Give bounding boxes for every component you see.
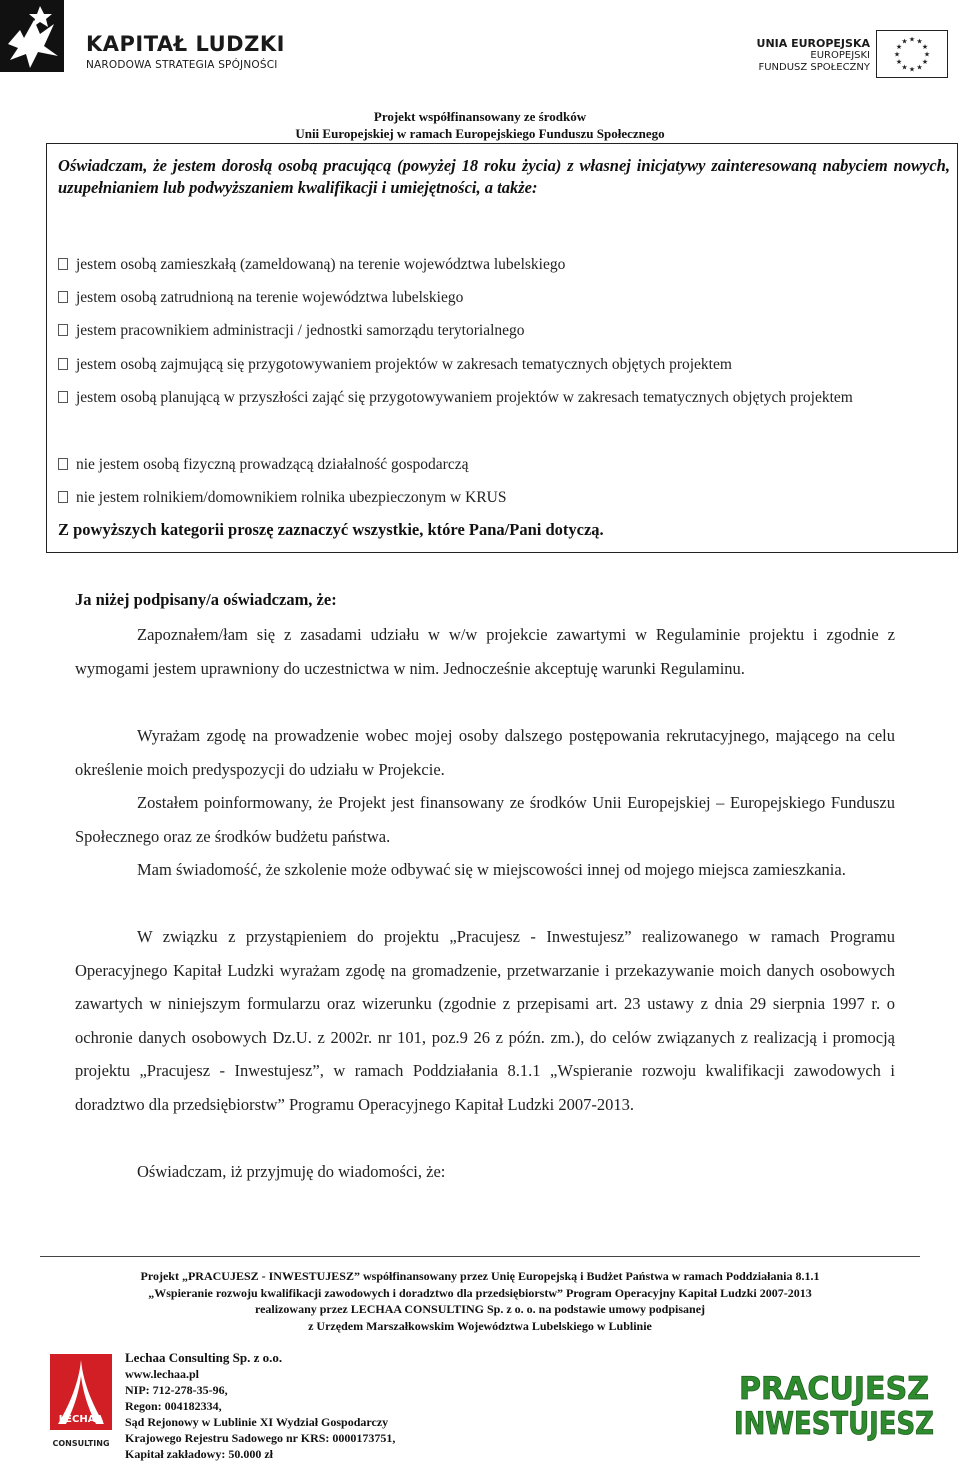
company-krs: Krajowego Rejestru Sadowego nr KRS: 0000173751,	[125, 1431, 396, 1445]
eligibility-option[interactable]	[58, 281, 950, 314]
option-label: nie jestem rolnikiem/domownikiem rolnika ubezpieczonym w KRUS	[76, 489, 507, 506]
declaration-paragraph: Wyrażam zgodę na prowadzenie wobec mojej osoby dalszego postępowania rekrutacyjnego, mającego na celu określenie moich predyspozycji do udziału w Projekcie.	[75, 726, 895, 779]
eligibility-option[interactable]	[58, 248, 950, 281]
footer-project-info	[0, 1268, 960, 1334]
declaration-paragraph: Zapoznałem/łam się z zasadami udziału w w/w projekcie zawartymi w Regulaminie projektu i zgodnie z wymogami jestem uprawniony do uczestnictwa w nim. Jednocześnie akceptuję warunki Regulaminu.	[75, 625, 895, 678]
eu-star-icon: ★	[895, 43, 903, 51]
kapital-ludzki-logo-mark	[0, 0, 64, 72]
eligibility-option[interactable]	[58, 381, 950, 414]
eligibility-option[interactable]	[58, 314, 950, 347]
eu-star-icon: ★	[916, 63, 923, 72]
eligibility-option[interactable]	[58, 348, 950, 381]
footer-line-4: z Urzędem Marszałkowskim Województwa Lubelskiego w Lublinie	[308, 1318, 652, 1333]
eligibility-footer: Z powyższych kategorii proszę zaznaczyć wszystkie, które Pana/Pani dotyczą.	[58, 520, 604, 539]
checkbox[interactable]	[58, 358, 68, 370]
option-label: jestem osobą planującą w przyszłości zająć się przygotowywaniem projektów w zakresach tematycznych objętych projektem	[76, 389, 853, 406]
kapital-ludzki-title: KAPITAŁ LUDZKI	[86, 32, 285, 56]
option-label: jestem pracownikiem administracji / jednostki samorządu terytorialnego	[76, 322, 525, 339]
option-label: jestem osobą zamieszkałą (zameldowaną) na terenie województwa lubelskiego	[76, 256, 566, 273]
footer-line-1: Projekt „PRACUJESZ - INWESTUJESZ” współfinansowany przez Unię Europejską i Budżet Państwa w ramach Poddziałania 8.1.1	[140, 1269, 820, 1283]
ue-line-3: FUNDUSZ SPOŁECZNY	[758, 62, 870, 73]
company-details	[125, 1350, 395, 1462]
eligibility-option[interactable]	[58, 481, 950, 514]
footer-divider	[40, 1256, 920, 1257]
eu-star-icon: ★	[901, 63, 908, 72]
option-label: jestem osobą zatrudnioną na terenie województwa lubelskiego	[76, 289, 464, 306]
footer-line-2: „Wspieranie rozwoju kwalifikacji zawodowych i doradztwo dla przedsiębiorstw” Program Operacyjny Kapitał Ludzki 2007-2013	[148, 1285, 812, 1300]
eu-star-icon: ★	[916, 37, 923, 46]
cofinancing-line-1: Projekt współfinansowany ze środków	[373, 109, 587, 124]
checkbox[interactable]	[58, 291, 68, 303]
option-label: nie jestem osobą fizyczną prowadzącą działalność gospodarczą	[76, 456, 469, 473]
lechaa-logo-text: LECHAA	[58, 1414, 104, 1425]
declaration-paragraph: Oświadczam, iż przyjmuję do wiadomości, że:	[137, 1162, 446, 1181]
eu-star-icon: ★	[921, 58, 929, 66]
company-name: Lechaa Consulting Sp. z o.o.	[125, 1350, 283, 1365]
checkbox[interactable]	[58, 258, 68, 270]
company-capital: Kapitał zakładowy: 50.000 zł	[125, 1447, 274, 1461]
cofinancing-note	[0, 108, 960, 142]
eligibility-intro: Oświadczam, że jestem dorosłą osobą pracującą (powyżej 18 roku życia) z własnej inicjatywy zainteresowaną nabyciem nowych, uzupełnianiem lub podwyższaniem kwalifikacji i umiejętności, a także:	[58, 156, 950, 197]
pracujesz-logo-line-2: INWESTUJESZ	[734, 1406, 934, 1442]
pracujesz-inwestujesz-logo	[728, 1368, 940, 1442]
eu-star-icon: ★	[893, 50, 901, 59]
checkbox[interactable]	[58, 324, 68, 336]
eu-star-icon: ★	[901, 37, 908, 46]
checkbox[interactable]	[58, 391, 68, 403]
checkbox[interactable]	[58, 491, 68, 503]
declaration-title: Ja niżej podpisany/a oświadczam, że:	[75, 590, 337, 609]
eu-star-icon: ★	[923, 50, 931, 59]
eu-star-icon: ★	[908, 35, 916, 44]
pracujesz-logo-line-1: PRACUJESZ	[739, 1371, 929, 1407]
company-regon: Regon: 004182334,	[125, 1399, 222, 1413]
declaration-paragraph: Mam świadomość, że szkolenie może odbywać się w miejscowości innej od mojego miejsca zamieszkania.	[137, 860, 846, 879]
company-website: www.lechaa.pl	[125, 1367, 200, 1381]
eu-star-icon: ★	[908, 65, 916, 74]
option-label: jestem osobą zajmującą się przygotowywaniem projektów w zakresach tematycznych objętych projektem	[76, 356, 732, 373]
company-court: Sąd Rejonowy w Lublinie XI Wydział Gospodarczy	[125, 1415, 389, 1429]
cofinancing-line-2: Unii Europejskiej w ramach Europejskiego Funduszu Społecznego	[295, 126, 665, 141]
footer-line-3: realizowany przez LECHAA CONSULTING Sp. z o. o. na podstawie umowy podpisanej	[254, 1302, 706, 1316]
eligibility-option[interactable]	[58, 448, 950, 481]
eu-star-icon: ★	[895, 58, 903, 66]
eu-fund-label	[757, 38, 870, 74]
lechaa-logo	[48, 1352, 116, 1452]
checkbox[interactable]	[58, 458, 68, 470]
eu-flag-icon	[876, 30, 948, 78]
company-nip: NIP: 712-278-35-96,	[125, 1383, 228, 1397]
ue-line-1: UNIA EUROPEJSKA	[756, 37, 870, 50]
kapital-ludzki-subtitle: NARODOWA STRATEGIA SPÓJNOŚCI	[86, 59, 278, 71]
ue-line-2: EUROPEJSKI	[810, 50, 870, 61]
eu-star-icon: ★	[921, 43, 929, 51]
declaration-paragraph: W związku z przystąpieniem do projektu „Pracujesz - Inwestujesz” realizowanego w ramach Programu Operacyjnego Kapitał Ludzki wyrażam zgodę na gromadzenie, przetwarzanie i przekazywanie moich danych osobowych zawartych w niniejszym formularzu oraz wizerunku (zgodnie z przepisami art. 23 ustawy z dnia 29 sierpnia 1997 r. o ochronie danych osobowych Dz.U. z 2002r. nr 101, poz.9 26 z późn. zm.), do celów związanych z realizacją i promocją projektu „Pracujesz - Inwestujesz”, w ramach Poddziałania 8.1.1 „Wspieranie rozwoju kwalifikacji zawodowych i doradztwo dla przedsiębiorstw” Programu Operacyjnego Kapitał Ludzki 2007-2013.	[75, 927, 895, 1114]
declaration-paragraph: Zostałem poinformowany, że Projekt jest finansowany ze środków Unii Europejskiej – Europejskiego Funduszu Społecznego oraz ze środków budżetu państwa.	[75, 793, 895, 846]
lechaa-logo-subtext: CONSULTING	[52, 1439, 110, 1448]
